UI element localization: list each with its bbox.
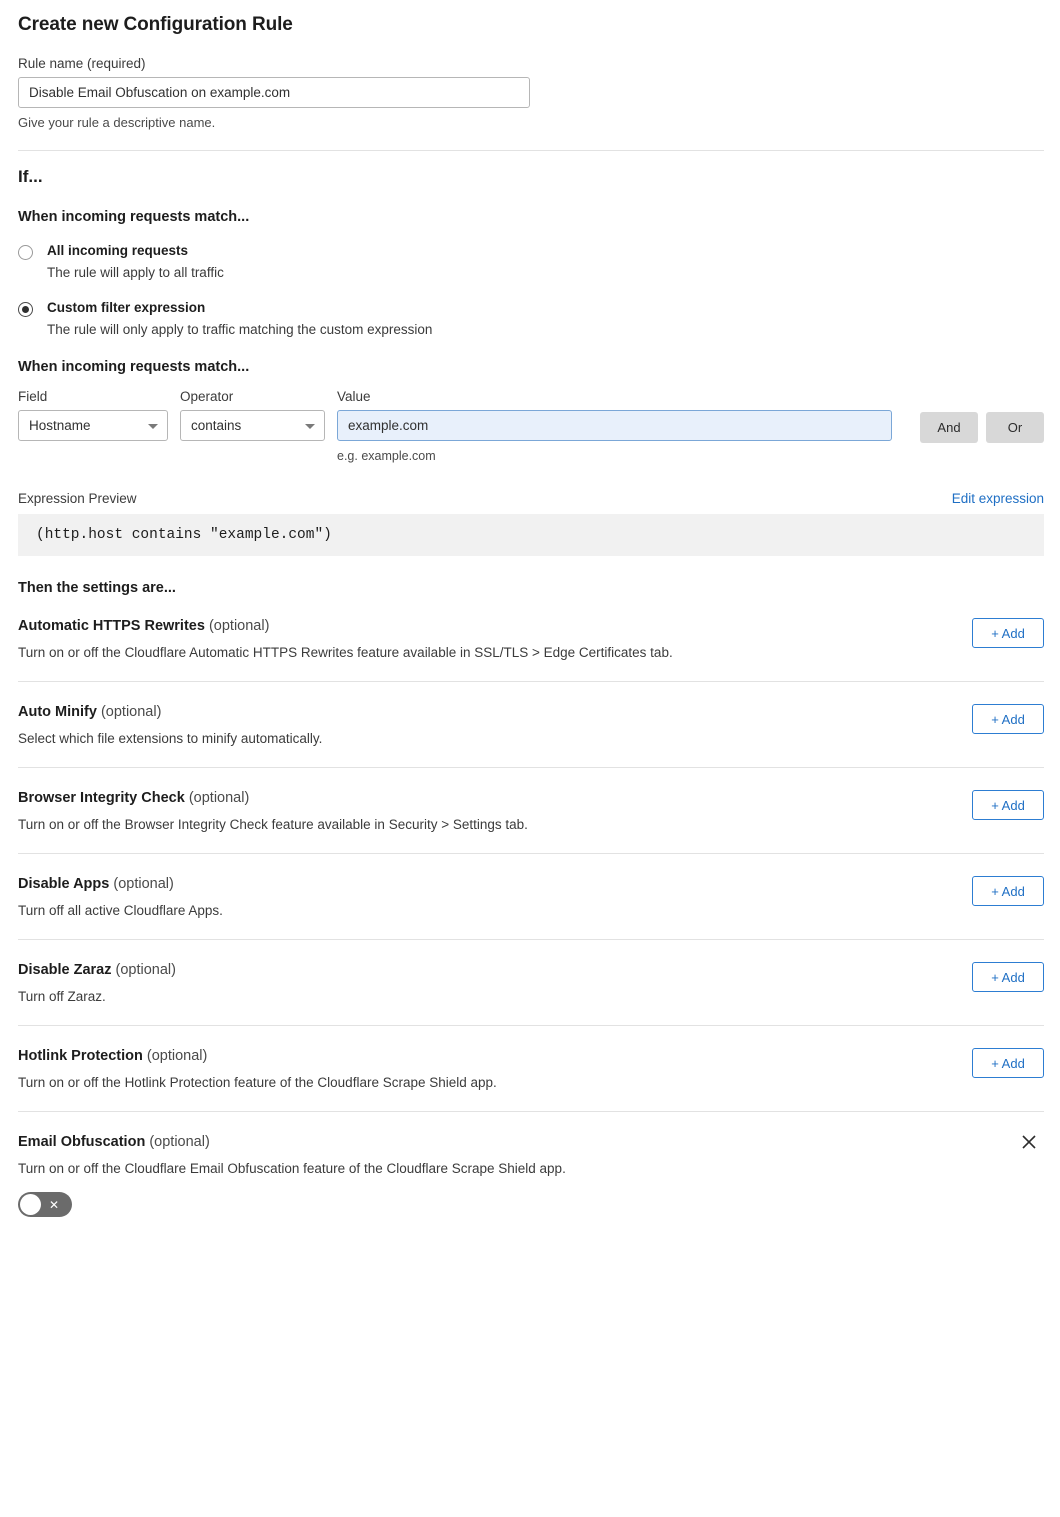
- expression-preview-label: Expression Preview: [18, 491, 137, 507]
- setting-automatic-https-rewrites: [18, 596, 1044, 682]
- add-button[interactable]: + Add: [972, 876, 1044, 906]
- radio-label-custom-filter: Custom filter expression: [47, 300, 206, 316]
- setting-disable-apps: [18, 854, 1044, 940]
- add-button[interactable]: + Add: [972, 1048, 1044, 1078]
- radio-label-all-requests: All incoming requests: [47, 243, 189, 258]
- filter-value-group: [337, 389, 892, 463]
- operator-select-value: contains: [191, 418, 242, 434]
- setting-description: Select which file extensions to minify automatically.: [18, 731, 323, 747]
- radio-option-all-requests[interactable]: [18, 243, 1044, 280]
- email-obfuscation-toggle[interactable]: [18, 1192, 72, 1217]
- add-button[interactable]: + Add: [972, 790, 1044, 820]
- setting-name: Automatic HTTPS Rewrites: [18, 618, 205, 635]
- chevron-down-icon: [148, 424, 158, 429]
- radio-icon-all-requests[interactable]: [18, 245, 33, 260]
- setting-optional: (optional): [188, 790, 250, 807]
- setting-name: Browser Integrity Check: [18, 790, 185, 807]
- setting-description: Turn off Zaraz.: [18, 989, 106, 1005]
- toggle-knob: [20, 1194, 41, 1215]
- add-button[interactable]: + Add: [972, 618, 1044, 648]
- setting-name: Auto Minify: [18, 704, 97, 721]
- and-button[interactable]: And: [920, 412, 978, 443]
- setting-optional: (optional): [100, 704, 162, 721]
- add-button[interactable]: + Add: [972, 704, 1044, 734]
- filter-field-label: Field: [18, 389, 48, 405]
- chevron-down-icon: [305, 424, 315, 429]
- field-select-value: Hostname: [29, 418, 91, 434]
- and-or-buttons: [912, 412, 1044, 443]
- setting-name: Disable Zaraz: [18, 962, 112, 979]
- filter-heading: When incoming requests match...: [18, 359, 250, 376]
- rule-name-input[interactable]: [18, 77, 530, 108]
- setting-disable-zaraz: [18, 940, 1044, 1026]
- setting-title: [18, 962, 1044, 978]
- filter-field-group: [18, 389, 168, 441]
- divider: [18, 150, 1044, 151]
- setting-description: Turn on or off the Cloudflare Automatic HTTPS Rewrites feature available in SSL/TLS > Edge Certificates tab.: [18, 645, 673, 661]
- setting-title: [18, 876, 1044, 892]
- setting-optional: (optional): [115, 962, 176, 979]
- filter-value-input[interactable]: [337, 410, 892, 441]
- then-section-title: Then the settings are...: [18, 580, 176, 597]
- if-section-title: If...: [18, 167, 43, 186]
- add-button[interactable]: + Add: [972, 962, 1044, 992]
- radio-desc-all-requests: The rule will apply to all traffic: [47, 265, 224, 281]
- toggle-state-icon: ✕: [49, 1197, 60, 1212]
- setting-name: Email Obfuscation: [18, 1134, 146, 1151]
- edit-expression-link[interactable]: Edit expression: [951, 491, 1044, 507]
- or-button[interactable]: Or: [986, 412, 1044, 443]
- setting-description: Turn on or off the Cloudflare Email Obfuscation feature of the Cloudflare Scrape Shield app.: [18, 1161, 566, 1177]
- filter-builder-row: [18, 389, 1044, 463]
- setting-email-obfuscation: [18, 1112, 1044, 1238]
- radio-icon-custom-filter[interactable]: [18, 302, 33, 317]
- setting-browser-integrity-check: [18, 768, 1044, 854]
- setting-title: [18, 790, 1044, 806]
- rule-name-group: [18, 56, 1044, 130]
- page-title: Create new Configuration Rule: [18, 14, 293, 35]
- filter-operator-label: Operator: [180, 389, 234, 405]
- setting-description: Turn on or off the Browser Integrity Check feature available in Security > Settings tab.: [18, 817, 528, 833]
- expression-preview-header: [18, 491, 1044, 506]
- field-select[interactable]: [18, 410, 168, 441]
- setting-description: Turn off all active Cloudflare Apps.: [18, 903, 223, 919]
- setting-optional: (optional): [113, 876, 174, 893]
- close-icon-svg: [1019, 1132, 1039, 1152]
- setting-optional: (optional): [208, 618, 270, 635]
- expression-preview-box: (http.host contains "example.com"): [18, 514, 1044, 556]
- setting-name: Hotlink Protection: [18, 1048, 143, 1065]
- match-options: [18, 243, 1044, 337]
- setting-description: Turn on or off the Hotlink Protection feature of the Cloudflare Scrape Shield app.: [18, 1075, 497, 1091]
- close-icon[interactable]: [1018, 1132, 1040, 1154]
- filter-value-hint: e.g. example.com: [337, 449, 436, 464]
- operator-select[interactable]: [180, 410, 325, 441]
- filter-operator-group: [180, 389, 325, 441]
- radio-option-custom-filter[interactable]: [18, 300, 1044, 337]
- setting-title: [18, 1048, 1044, 1064]
- setting-title: [18, 618, 1044, 634]
- setting-name: Disable Apps: [18, 876, 110, 893]
- setting-optional: (optional): [146, 1048, 208, 1065]
- match-heading: When incoming requests match...: [18, 209, 250, 225]
- setting-optional: (optional): [149, 1134, 210, 1151]
- setting-title: [18, 704, 1044, 720]
- setting-auto-minify: [18, 682, 1044, 768]
- rule-name-label: Rule name (required): [18, 56, 146, 71]
- setting-hotlink-protection: [18, 1026, 1044, 1112]
- rule-name-hint: Give your rule a descriptive name.: [18, 115, 216, 130]
- radio-desc-custom-filter: The rule will only apply to traffic matching the custom expression: [47, 322, 433, 338]
- setting-title: [18, 1134, 1044, 1150]
- filter-value-label: Value: [337, 389, 371, 405]
